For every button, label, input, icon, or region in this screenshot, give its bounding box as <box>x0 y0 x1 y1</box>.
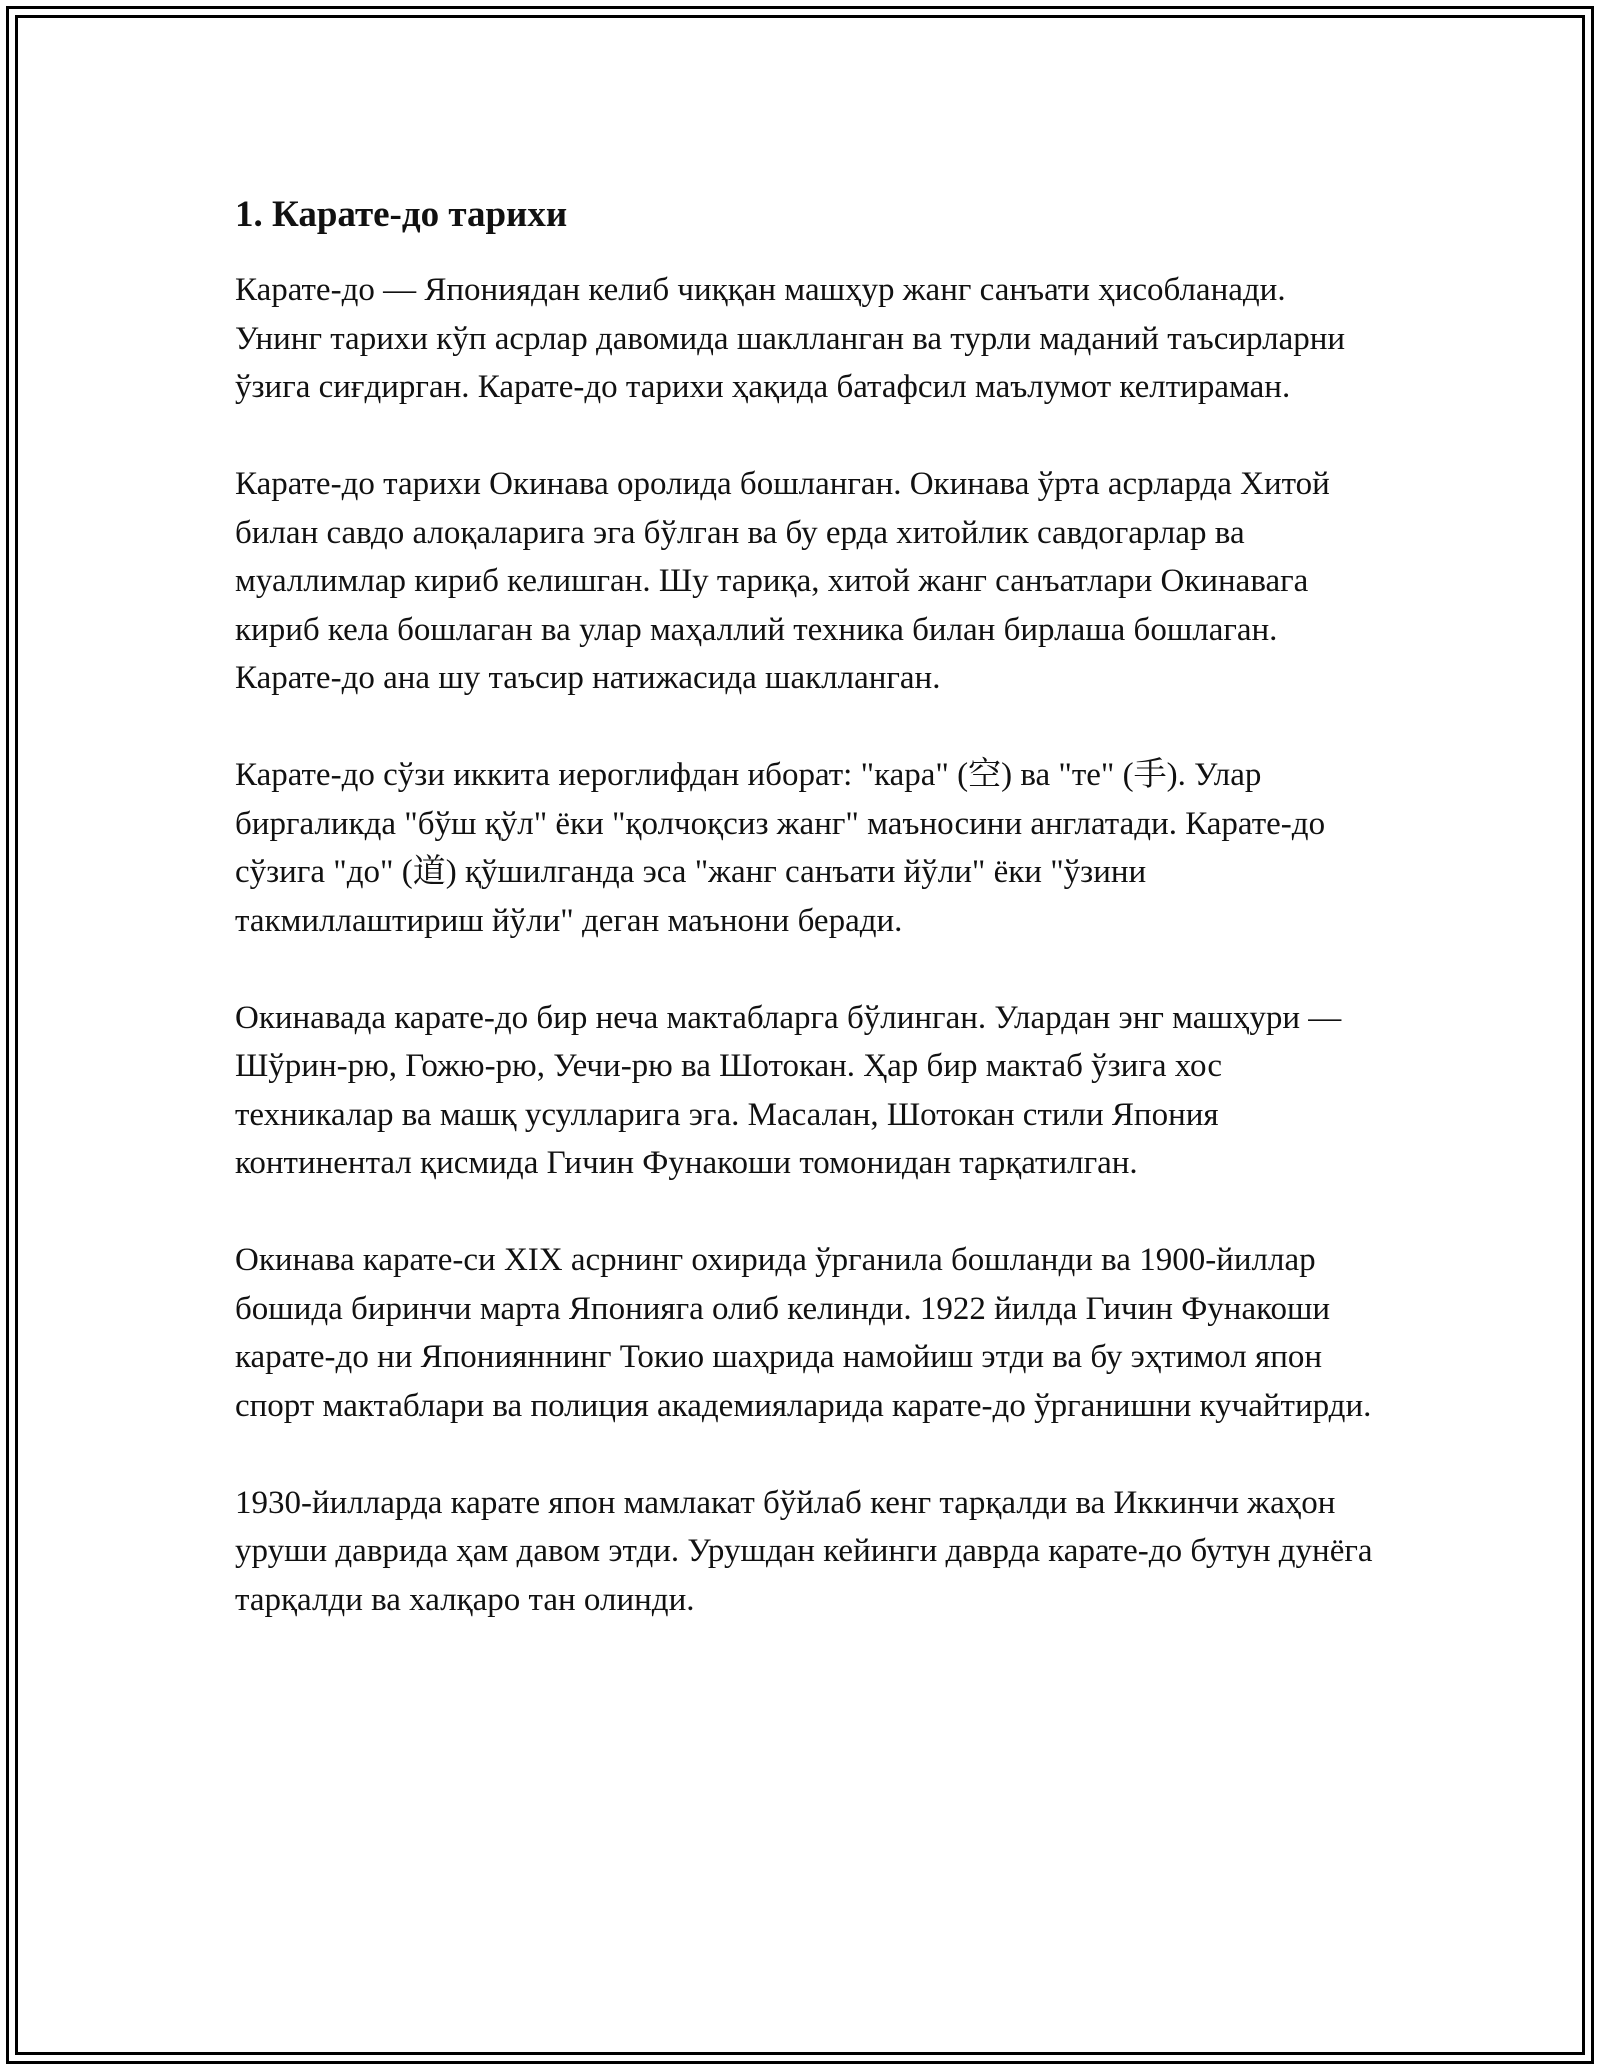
section-heading: 1. Карате-до тарихи <box>235 194 568 235</box>
document-page <box>235 186 1375 1673</box>
paragraph-japan-introduction: Окинава карате-си XIX асрнинг охирида ўрганила бошланди ва 1900-йиллар бошида биринчи марта Японияга олиб келинди. 1922 йилда Гичин Фунакоши карате-до ни Японияннинг Токио шаҳрида намойиш этди ва бу эҳтимол япон спорт мактаблари ва полиция академияларида карате-до ўрганишни кучайтирди. <box>235 1242 1372 1424</box>
paragraph-okinawa-origin: Карате-до тарихи Окинава оролида бошланган. Окинава ўрта асрларда Хитой билан савдо алоқаларига эга бўлган ва бу ерда хитойлик савдогарлар ва муаллимлар кириб келишган. Шу тариқа, хитой жанг санъатлари Окинавага кириб кела бошлаган ва улар маҳаллий техника билан бирлаша бошлаган. Карате-до ана шу таъсир натижасида шаклланган. <box>235 466 1330 696</box>
paragraph-worldwide-spread: 1930-йилларда карате япон мамлакат бўйлаб кенг тарқалди ва Иккинчи жаҳон уруши даврида ҳам давом этди. Урушдан кейинги даврда карате-до бутун дунёга тарқалди ва халқаро тан олинди. <box>235 1484 1373 1618</box>
paragraph-schools: Окинавада карате-до бир неча мактабларга бўлинган. Улардан энг машҳури — Шўрин-рю, Гожю-рю, Уечи-рю ва Шотокан. Ҳар бир мактаб ўзига хос техникалар ва машқ усулларига эга. Масалан, Шотокан стили Япония континентал қисмида Гичин Фунакоши томонидан тарқатилган. <box>235 999 1342 1181</box>
paragraph-etymology: Карате-до сўзи иккита иероглифдан иборат: "кара" (空) ва "те" (手). Улар биргаликда "бўш қўл" ёки "қолчоқсиз жанг" маъносини англатади. Карате-до сўзига "до" (道) қўшилганда эса "жанг санъати йўли" ёки "ўзини такмиллаштириш йўли" деган маънони беради. <box>235 757 1326 939</box>
paragraph-intro: Карате-до — Япониядан келиб чиққан машҳур жанг санъати ҳисобланади. Унинг тарихи кўп асрлар давомида шаклланган ва турли маданий таъсирларни ўзига сиғдирган. Карате-до тарихи ҳақида батафсил маълумот келтираман. <box>235 272 1346 405</box>
